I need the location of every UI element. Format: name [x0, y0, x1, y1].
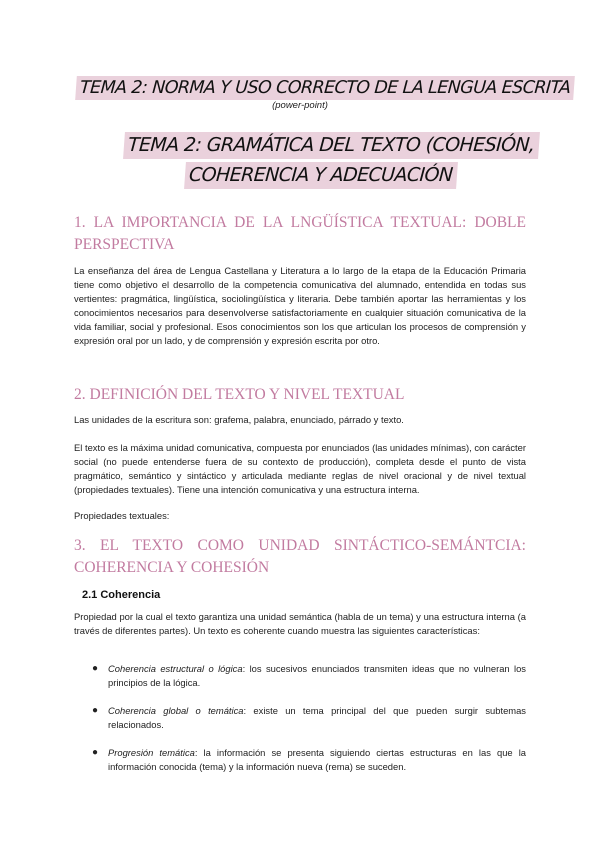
list-item-term: Coherencia estructural o lógica — [108, 663, 243, 674]
section-3-paragraph: Propiedad por la cual el texto garantiza una unidad semántica (habla de un tema) y una estructura interna (a través de diferentes partes). Un texto es coherente cuando muestra las siguientes características: — [74, 611, 526, 636]
subtitle: (power-point) — [272, 100, 328, 111]
section-1-heading-line-2: PERSPECTIVA — [74, 236, 175, 253]
bullet-icon: ● — [92, 663, 99, 674]
section-2-paragraph-1: Las unidades de la escritura son: grafema, palabra, enunciado, párrado y texto. — [74, 414, 404, 425]
list-item — [92, 662, 526, 690]
list-item-text: : los sucesivos enunciados transmiten ideas que no vulneran los principios de la lógica. — [108, 663, 526, 688]
secondary-title-line-1: TEMA 2: GRAMÁTICA DEL TEXTO (COHESIÓN, — [123, 132, 539, 159]
bullet-icon: ● — [92, 747, 99, 758]
section-3-heading-line-2: COHERENCIA Y COHESIÓN — [74, 559, 270, 576]
list-item — [92, 704, 526, 732]
section-1-heading — [74, 212, 526, 256]
bullet-icon: ● — [92, 705, 99, 716]
list-item-text: : existe un tema principal del que pueden surgir subtemas relacionados. — [108, 705, 526, 730]
section-2-heading: 2. DEFINICIÓN DEL TEXTO Y NIVEL TEXTUAL — [74, 386, 405, 403]
section-3-heading — [74, 535, 526, 579]
section-2-paragraph-2: El texto es la máxima unidad comunicativa, compuesta por enunciados (las unidades mínimas), con carácter social (no puede entenderse fuera de su contexto de producción), completa desde el punto de vista pragmático, semántico y sintáctico y articulada mediante reglas de nivel oracional y de nivel textual (propiedades textuales). Tiene una intención comunicativa y una estructura interna. — [74, 442, 526, 495]
list-item-term: Progresión temática — [108, 747, 195, 758]
section-1-heading-line-1: 1. LA IMPORTANCIA DE LA LNGÜÍSTICA TEXTUAL: DOBLE — [74, 214, 526, 231]
list-item-term: Coherencia global o temática — [108, 705, 244, 716]
list-item-text: : la información se presenta siguiendo ciertas estructuras en las que la información conocida (tema) y la información nueva (rema) se suceden. — [108, 747, 526, 772]
section-3-heading-line-1: 3. EL TEXTO COMO UNIDAD SINTÁCTICO-SEMÁNTCIA: — [74, 537, 526, 554]
section-2-paragraph-3: Propiedades textuales: — [74, 510, 170, 521]
list-item — [92, 746, 526, 774]
secondary-title-line-2: COHERENCIA Y ADECUACIÓN — [184, 162, 457, 189]
main-title: TEMA 2: NORMA Y USO CORRECTO DE LA LENGUA ESCRITA — [75, 76, 575, 100]
section-1-paragraph: La enseñanza del área de Lengua Castellana y Literatura a lo largo de la etapa de la Educación Primaria tiene como objetivo el desarrollo de la competencia comunicativa del alumnado, entendida en todas sus vertientes: pragmática, lingüística, sociolingüística y literaria. Debe también aportar las herramientas y los conocimientos necesarios para desenvolverse satisfactoriamente en cualquier situación comunicativa de la vida familiar, social y profesional. Esos conocimientos son los que articulan los procesos de comprensión y expresión oral por un lado, y de comprensión y expresión escrita por otro. — [74, 265, 526, 346]
characteristics-list — [92, 662, 526, 774]
subsection-heading-coherencia: 2.1 Coherencia — [82, 589, 161, 601]
